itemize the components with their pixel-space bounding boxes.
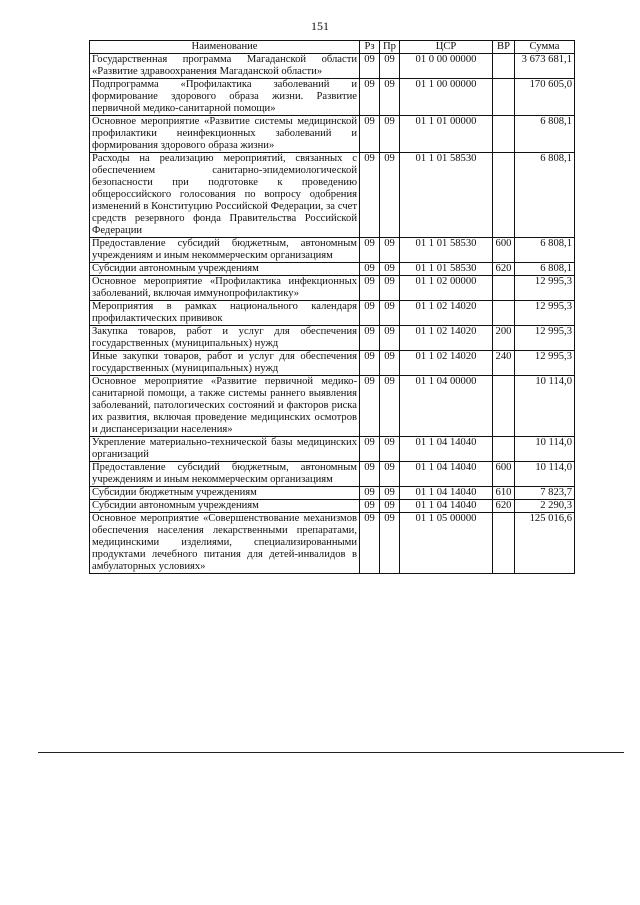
table-row [90,116,575,153]
row-csr: 01 1 01 58530 [400,263,493,276]
row-rz: 09 [360,513,380,574]
row-pr: 09 [380,238,400,263]
table-row [90,376,575,437]
row-rz: 09 [360,116,380,153]
row-pr: 09 [380,79,400,116]
row-vr: 200 [493,326,515,351]
row-sum: 10 114,0 [515,437,575,462]
table-header-row [90,41,575,54]
row-csr: 01 1 02 00000 [400,276,493,301]
column-header-name: Наименование [90,41,360,54]
row-pr: 09 [380,500,400,513]
horizontal-divider [38,752,624,753]
row-name: Основное мероприятие «Развитие первичной медико-санитарной помощи, а также системы раннего выявления заболеваний, патологических состояний и факторов риска их развития, включая проведение медицинских осмотров и диспансеризации населения» [90,376,360,437]
row-sum: 170 605,0 [515,79,575,116]
row-vr: 240 [493,351,515,376]
row-sum: 12 995,3 [515,301,575,326]
row-csr: 01 1 01 58530 [400,153,493,238]
row-csr: 01 1 00 00000 [400,79,493,116]
row-pr: 09 [380,376,400,437]
row-sum: 12 995,3 [515,276,575,301]
table-row [90,513,575,574]
row-pr: 09 [380,351,400,376]
row-name: Иные закупки товаров, работ и услуг для обеспечения государственных (муниципальных) нужд [90,351,360,376]
row-vr: 620 [493,263,515,276]
row-csr: 01 1 02 14020 [400,326,493,351]
row-sum: 10 114,0 [515,376,575,437]
row-pr: 09 [380,326,400,351]
row-vr: 600 [493,238,515,263]
row-rz: 09 [360,326,380,351]
row-csr: 01 1 04 00000 [400,376,493,437]
table-row [90,263,575,276]
row-vr [493,301,515,326]
row-name: Закупка товаров, работ и услуг для обеспечения государственных (муниципальных) нужд [90,326,360,351]
row-vr [493,276,515,301]
row-name: Мероприятия в рамках национального календаря профилактических прививок [90,301,360,326]
table-row [90,301,575,326]
table-row [90,153,575,238]
table-row [90,238,575,263]
row-name: Субсидии автономным учреждениям [90,500,360,513]
table-row [90,487,575,500]
row-sum: 7 823,7 [515,487,575,500]
row-csr: 01 1 04 14040 [400,500,493,513]
row-name: Основное мероприятие «Развитие системы медицинской профилактики неинфекционных заболеваний и формирования здорового образа жизни» [90,116,360,153]
row-pr: 09 [380,116,400,153]
row-vr [493,153,515,238]
row-rz: 09 [360,376,380,437]
row-rz: 09 [360,437,380,462]
row-pr: 09 [380,437,400,462]
row-vr: 610 [493,487,515,500]
column-header-sum: Сумма [515,41,575,54]
row-name: Расходы на реализацию мероприятий, связанных с обеспечением санитарно-эпидемиологической безопасности при подготовке к проведению общероссийского голосования по вопросу одобрения изменений в Конституцию Российской Федерации, за счет средств резервного фонда Правительства Российской Федерации [90,153,360,238]
row-sum: 125 016,6 [515,513,575,574]
row-sum: 6 808,1 [515,238,575,263]
row-sum: 3 673 681,1 [515,54,575,79]
row-sum: 12 995,3 [515,326,575,351]
row-rz: 09 [360,462,380,487]
row-rz: 09 [360,263,380,276]
row-csr: 01 1 04 14040 [400,487,493,500]
row-rz: 09 [360,487,380,500]
table-row [90,276,575,301]
table-row [90,54,575,79]
row-pr: 09 [380,487,400,500]
column-header-pr: Пр [380,41,400,54]
row-sum: 6 808,1 [515,153,575,238]
table-row [90,437,575,462]
row-vr [493,116,515,153]
row-name: Предоставление субсидий бюджетным, автономным учреждениям и иным некоммерческим организациям [90,238,360,263]
column-header-vr: ВР [493,41,515,54]
row-rz: 09 [360,351,380,376]
row-sum: 6 808,1 [515,263,575,276]
row-vr [493,79,515,116]
row-sum: 12 995,3 [515,351,575,376]
row-name: Основное мероприятие «Профилактика инфекционных заболеваний, включая иммунопрофилактику» [90,276,360,301]
row-csr: 01 0 00 00000 [400,54,493,79]
budget-table [89,40,575,574]
row-pr: 09 [380,462,400,487]
page-number: 151 [311,19,329,33]
row-name: Субсидии бюджетным учреждениям [90,487,360,500]
row-vr [493,376,515,437]
row-sum: 6 808,1 [515,116,575,153]
row-name: Государственная программа Магаданской области «Развитие здравоохранения Магаданской области» [90,54,360,79]
row-csr: 01 1 02 14020 [400,301,493,326]
table-row [90,500,575,513]
table-row [90,351,575,376]
row-sum: 2 290,3 [515,500,575,513]
row-vr [493,513,515,574]
row-pr: 09 [380,301,400,326]
row-pr: 09 [380,54,400,79]
row-sum: 10 114,0 [515,462,575,487]
row-rz: 09 [360,79,380,116]
row-vr [493,437,515,462]
row-name: Подпрограмма «Профилактика заболеваний и формирование здорового образа жизни. Развитие первичной медико-санитарной помощи» [90,79,360,116]
table-row [90,462,575,487]
row-vr: 620 [493,500,515,513]
row-pr: 09 [380,263,400,276]
row-csr: 01 1 02 14020 [400,351,493,376]
row-name: Предоставление субсидий бюджетным, автономным учреждениям и иным некоммерческим организациям [90,462,360,487]
row-rz: 09 [360,238,380,263]
row-name: Субсидии автономным учреждениям [90,263,360,276]
row-rz: 09 [360,153,380,238]
row-vr: 600 [493,462,515,487]
row-pr: 09 [380,513,400,574]
row-rz: 09 [360,500,380,513]
row-csr: 01 1 04 14040 [400,462,493,487]
row-csr: 01 1 01 58530 [400,238,493,263]
column-header-rz: Рз [360,41,380,54]
row-csr: 01 1 01 00000 [400,116,493,153]
row-pr: 09 [380,276,400,301]
row-vr [493,54,515,79]
table-row [90,326,575,351]
row-pr: 09 [380,153,400,238]
column-header-csr: ЦСР [400,41,493,54]
row-rz: 09 [360,54,380,79]
row-name: Укрепление материально-технической базы медицинских организаций [90,437,360,462]
row-rz: 09 [360,276,380,301]
row-csr: 01 1 05 00000 [400,513,493,574]
row-name: Основное мероприятие «Совершенствование механизмов обеспечения населения лекарственными препаратами, медицинскими изделиями, специализированными продуктами лечебного питания для детей-инвалидов в амбулаторных условиях» [90,513,360,574]
row-rz: 09 [360,301,380,326]
table-row [90,79,575,116]
row-csr: 01 1 04 14040 [400,437,493,462]
